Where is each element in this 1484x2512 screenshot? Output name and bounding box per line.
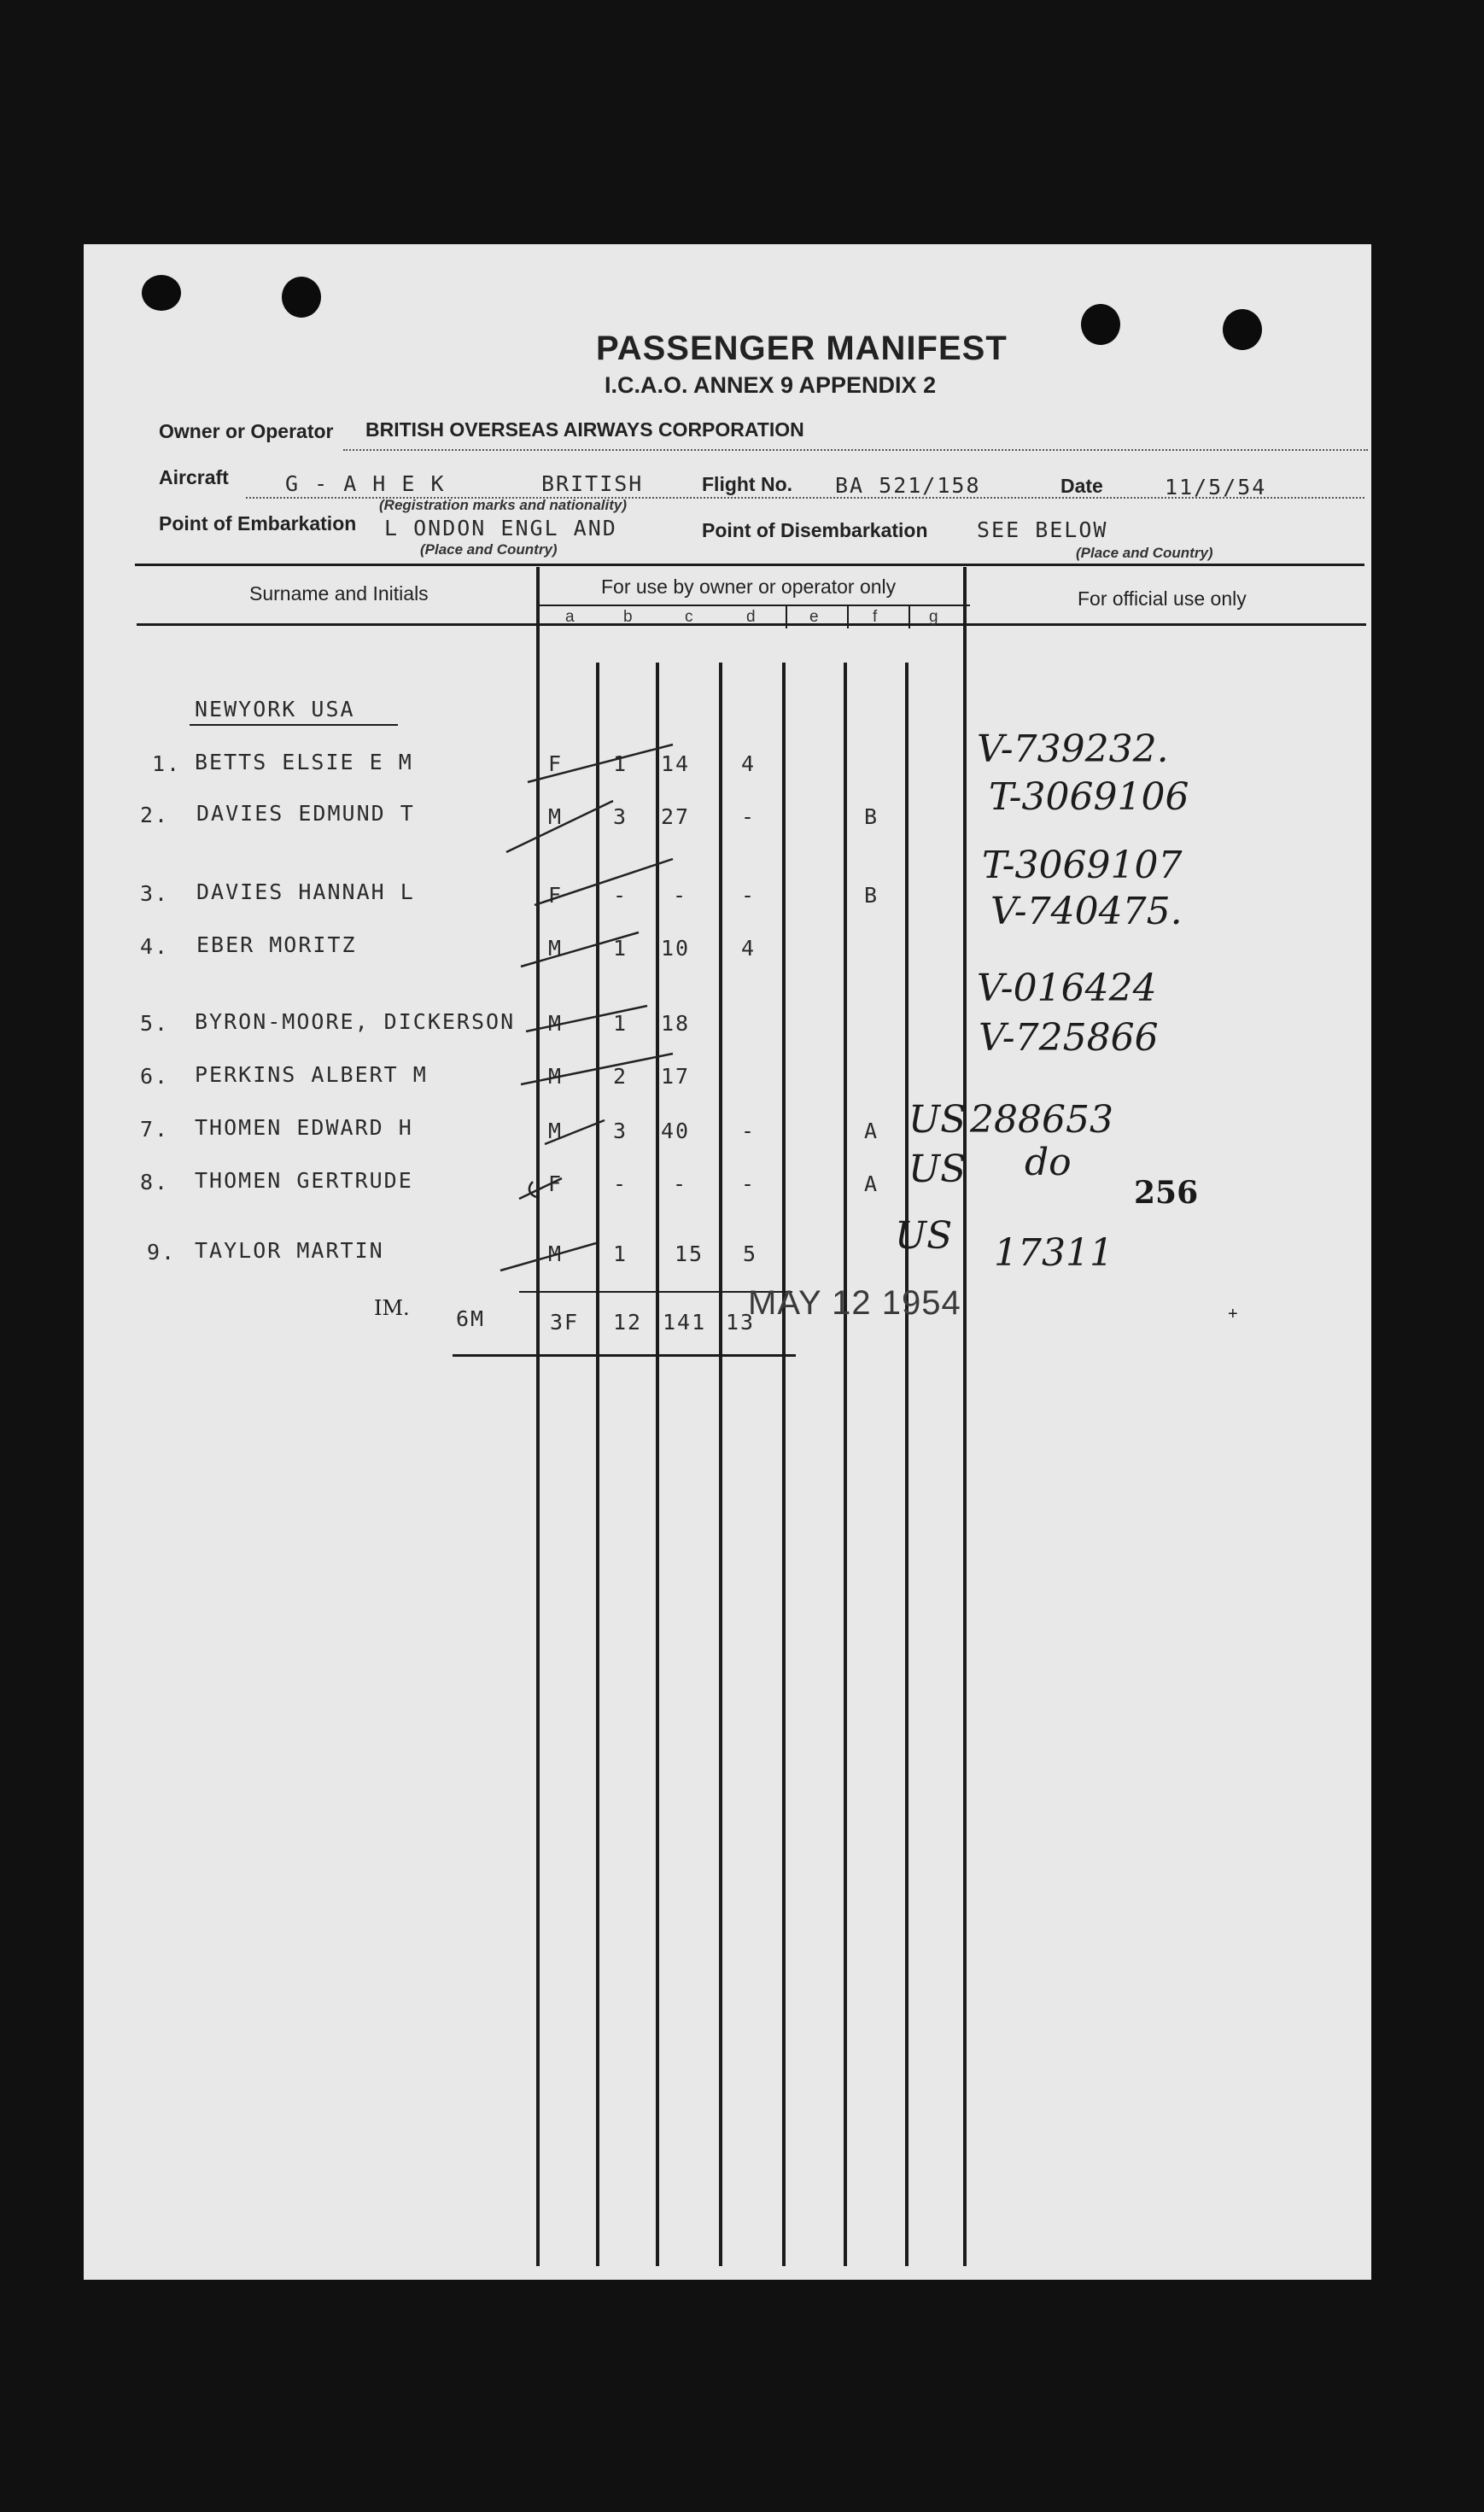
passenger-name: TAYLOR MARTIN [195,1238,384,1263]
manifest-sheet [84,244,1371,2280]
official-number: V-740475. [990,890,1183,933]
official-number: V-725866 [979,1016,1159,1060]
row-number: 7. [140,1117,170,1142]
official-number: do [1025,1141,1072,1184]
date-stamp: MAY 12 1954 [748,1284,961,1322]
passenger-name: THOMEN GERTRUDE [195,1168,413,1193]
tick-mark [519,1178,562,1199]
cell-f: A [864,1171,879,1196]
official-number: 288653 [970,1098,1113,1142]
totals-d: 13 [726,1310,756,1335]
row-number: 5. [140,1011,170,1036]
cell-a: M [548,804,564,829]
embarkation-label: Point of Embarkation [159,512,357,535]
cell-f: A [864,1119,879,1143]
cell-g-stamp: US [895,1214,953,1258]
cell-b: 3 [613,1119,628,1143]
totals-im: IM. [374,1296,410,1320]
cell-b: - [613,1171,628,1196]
row-number: 2. [140,803,170,827]
cell-c: 27 [661,804,691,829]
cell-f: B [864,883,879,908]
cell-a: M [548,936,564,961]
tick-mark [506,801,613,852]
flight-value: BA 521/158 [835,473,981,498]
official-number: T-3069106 [989,775,1189,819]
owner-label: Owner or Operator [159,420,334,442]
cell-f: B [864,804,879,829]
surname-header: Surname and Initials [249,582,429,605]
passenger-name: BETTS ELSIE E M [195,750,413,774]
column-b-header: b [623,608,633,626]
column-c-header: c [685,608,693,626]
column-d-header: d [746,608,756,626]
cell-c: 17 [661,1064,691,1089]
date-label: Date [1060,475,1103,497]
passenger-name: PERKINS ALBERT M [195,1062,428,1087]
embarkation-note: (Place and Country) [420,541,558,558]
totals-b: 12 [613,1310,643,1335]
tick-mark [526,1006,647,1031]
aircraft-label: Aircraft [159,466,229,488]
column-g-header: g [929,608,938,626]
cell-b: 1 [613,751,628,776]
tick-mark [521,1054,673,1084]
totals-men: 6M [456,1306,486,1331]
official-number: T-3069107 [982,844,1183,887]
disembarkation-label: Point of Disembarkation [702,519,928,541]
column-a-header: a [565,608,575,626]
passenger-name: EBER MORITZ [196,932,357,957]
column-f-header: f [873,608,878,626]
passenger-name: DAVIES EDMUND T [196,801,415,826]
cell-a: M [548,1241,564,1266]
cell-g-stamp: US [909,1148,967,1191]
cell-d: - [741,804,757,829]
cell-a: F [548,751,564,776]
passenger-name: BYRON-MOORE, DICKERSON [195,1009,516,1034]
aircraft-nationality: BRITISH [541,471,644,496]
official-number: V-739232. [977,727,1169,771]
cell-c: - [673,1171,688,1196]
cell-a: M [548,1011,564,1036]
disembarkation-note: (Place and Country) [1076,545,1213,561]
totals-women: 3F [550,1310,580,1335]
cell-c: 15 [675,1241,704,1266]
cell-b: - [613,883,628,908]
totals-c: 141 [663,1310,707,1335]
cell-c: 18 [661,1011,691,1036]
row-number: 3. [140,881,170,906]
official-number: V-016424 [977,967,1157,1010]
aircraft-note: (Registration marks and nationality) [379,497,627,513]
cell-c: 14 [661,751,691,776]
cell-c: 40 [661,1119,691,1143]
cell-b: 1 [613,1241,628,1266]
cell-a: F [548,1171,564,1196]
cell-b: 1 [613,936,628,961]
row-number: 1. [152,751,182,776]
tick-mark [545,1120,605,1144]
cell-d: 4 [741,936,757,961]
totals-bottom-rule [453,1354,796,1357]
row-number: 6. [140,1064,170,1089]
tick-mark [521,932,639,967]
disembarkation-value: SEE BELOW [977,517,1108,542]
tick-mark [500,1243,596,1271]
cell-a: F [548,883,564,908]
cell-a: M [548,1064,564,1089]
cell-c: 10 [661,936,691,961]
cell-g-stamp: US [909,1098,967,1142]
page-subtitle: I.C.A.O. ANNEX 9 APPENDIX 2 [605,372,937,398]
cell-b: 2 [613,1064,628,1089]
cell-b: 1 [613,1011,628,1036]
page-title: PASSENGER MANIFEST [596,330,1008,367]
column-e-header: e [809,608,819,626]
embarkation-value: L ONDON ENGL AND [384,516,617,540]
cell-d: - [741,1119,757,1143]
passenger-name: THOMEN EDWARD H [195,1115,413,1140]
tick-mark [535,859,673,905]
cell-d: - [741,1171,757,1196]
date-value: 11/5/54 [1165,475,1267,499]
official-number: 17311 [994,1231,1113,1275]
aircraft-registration: G - A H E K [285,471,446,496]
flight-label: Flight No. [702,473,793,495]
row-number: 4. [140,934,170,959]
passenger-name: DAVIES HANNAH L [196,879,415,904]
cell-a: M [548,1119,564,1143]
row-number: 8. [140,1170,170,1195]
cell-d: 5 [743,1241,758,1266]
official-use-header: For official use only [1078,587,1247,610]
page-number: 256 [1134,1175,1199,1211]
cell-d: 4 [741,751,757,776]
destination-heading: NEWYORK USA [195,697,355,721]
tick-mark [528,745,673,782]
cell-d: - [741,883,757,908]
cell-c: - [673,883,688,908]
row-number: 9. [147,1240,177,1265]
owner-use-header: For use by owner or operator only [601,575,897,598]
owner-value: BRITISH OVERSEAS AIRWAYS CORPORATION [365,418,804,441]
cross-mark: + [1228,1305,1238,1323]
cell-b: 3 [613,804,628,829]
